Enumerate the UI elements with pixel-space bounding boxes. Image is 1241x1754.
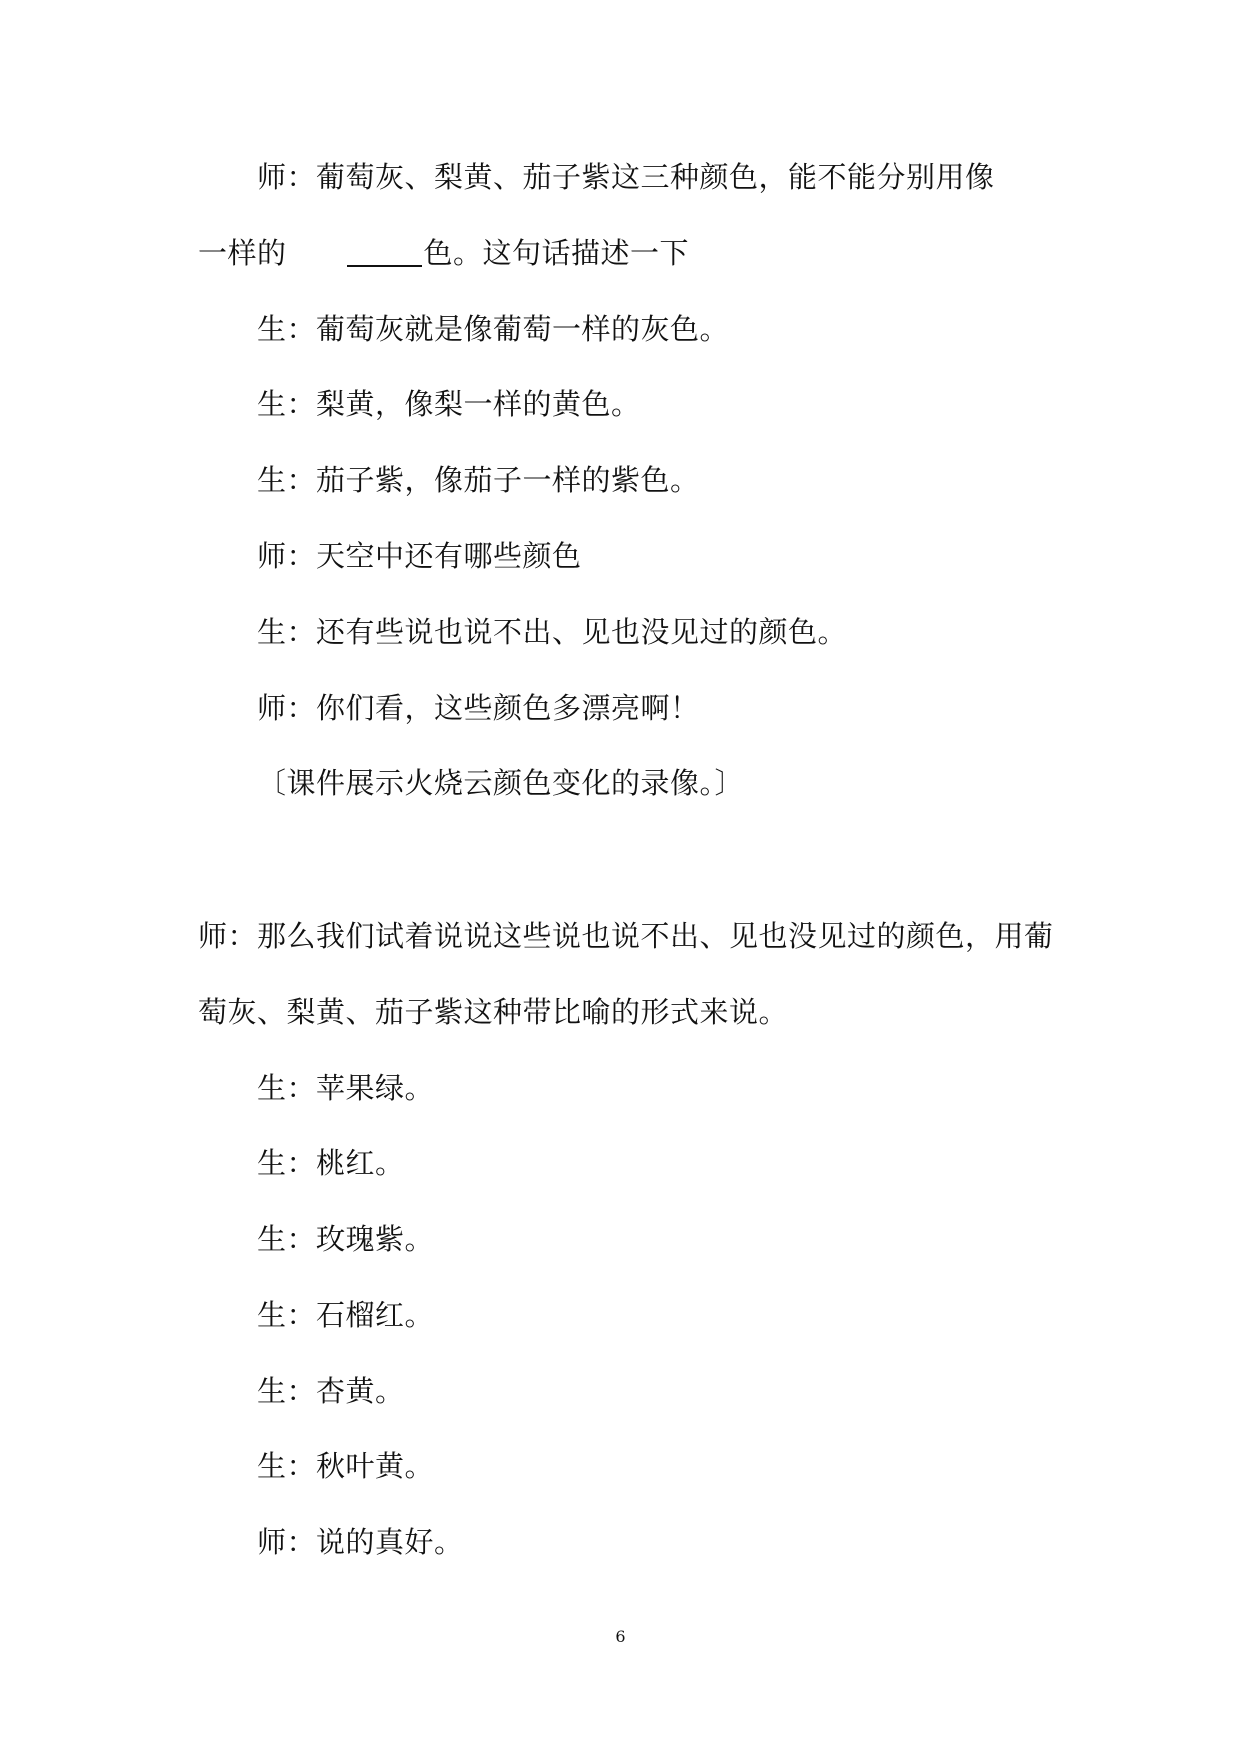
fill-in-blank — [347, 237, 422, 267]
line-text: 生：石榴红。 — [257, 1298, 435, 1332]
line-text: 色。这句话描述一下 — [423, 236, 690, 270]
text-line — [198, 916, 1054, 956]
text-line — [257, 460, 700, 500]
text-line — [257, 1143, 405, 1183]
text-line — [257, 157, 995, 197]
line-text: 生：茄子紫，像茄子一样的紫色。 — [257, 463, 700, 497]
text-line — [257, 688, 700, 728]
line-text: 师：天空中还有哪些颜色 — [257, 539, 582, 573]
text-line — [257, 1295, 434, 1335]
text-line — [257, 384, 641, 424]
line-text: 生：葡萄灰就是像葡萄一样的灰色。 — [257, 312, 730, 346]
line-text: 生：还有些说也说不出、见也没见过的颜色。 — [257, 615, 848, 649]
text-line — [257, 536, 582, 576]
line-text: 师：葡萄灰、梨黄、茄子紫这三种颜色，能不能分别用像 — [257, 160, 995, 194]
line-text: 生：梨黄，像梨一样的黄色。 — [257, 387, 641, 421]
page-number: 6 — [615, 1627, 626, 1646]
line-text: 师：说的真好。 — [257, 1525, 464, 1559]
line-text: 一样的 — [198, 236, 287, 270]
text-line — [257, 309, 729, 349]
text-line — [257, 1522, 464, 1562]
line-text: 生：杏黄。 — [257, 1374, 405, 1408]
text-line — [257, 763, 744, 803]
line-text: 师：你们看，这些颜色多漂亮啊！ — [257, 691, 700, 725]
line-text: 生：秋叶黄。 — [257, 1449, 435, 1483]
text-line — [198, 233, 689, 273]
line-text: 师：那么我们试着说说这些说也说不出、见也没见过的颜色，用葡 — [198, 919, 1054, 953]
text-line — [257, 1446, 434, 1486]
line-text: 萄灰、梨黄、茄子紫这种带比喻的形式来说。 — [198, 995, 789, 1029]
line-text: 〔课件展示火烧云颜色变化的录像。〕 — [257, 766, 745, 800]
text-line — [257, 612, 847, 652]
line-text: 生：玫瑰紫。 — [257, 1222, 435, 1256]
text-line — [257, 1068, 434, 1108]
text-line — [198, 992, 788, 1032]
line-text: 生：桃红。 — [257, 1146, 405, 1180]
text-line — [257, 1219, 434, 1259]
text-line — [257, 1371, 405, 1411]
line-text: 生：苹果绿。 — [257, 1071, 435, 1105]
